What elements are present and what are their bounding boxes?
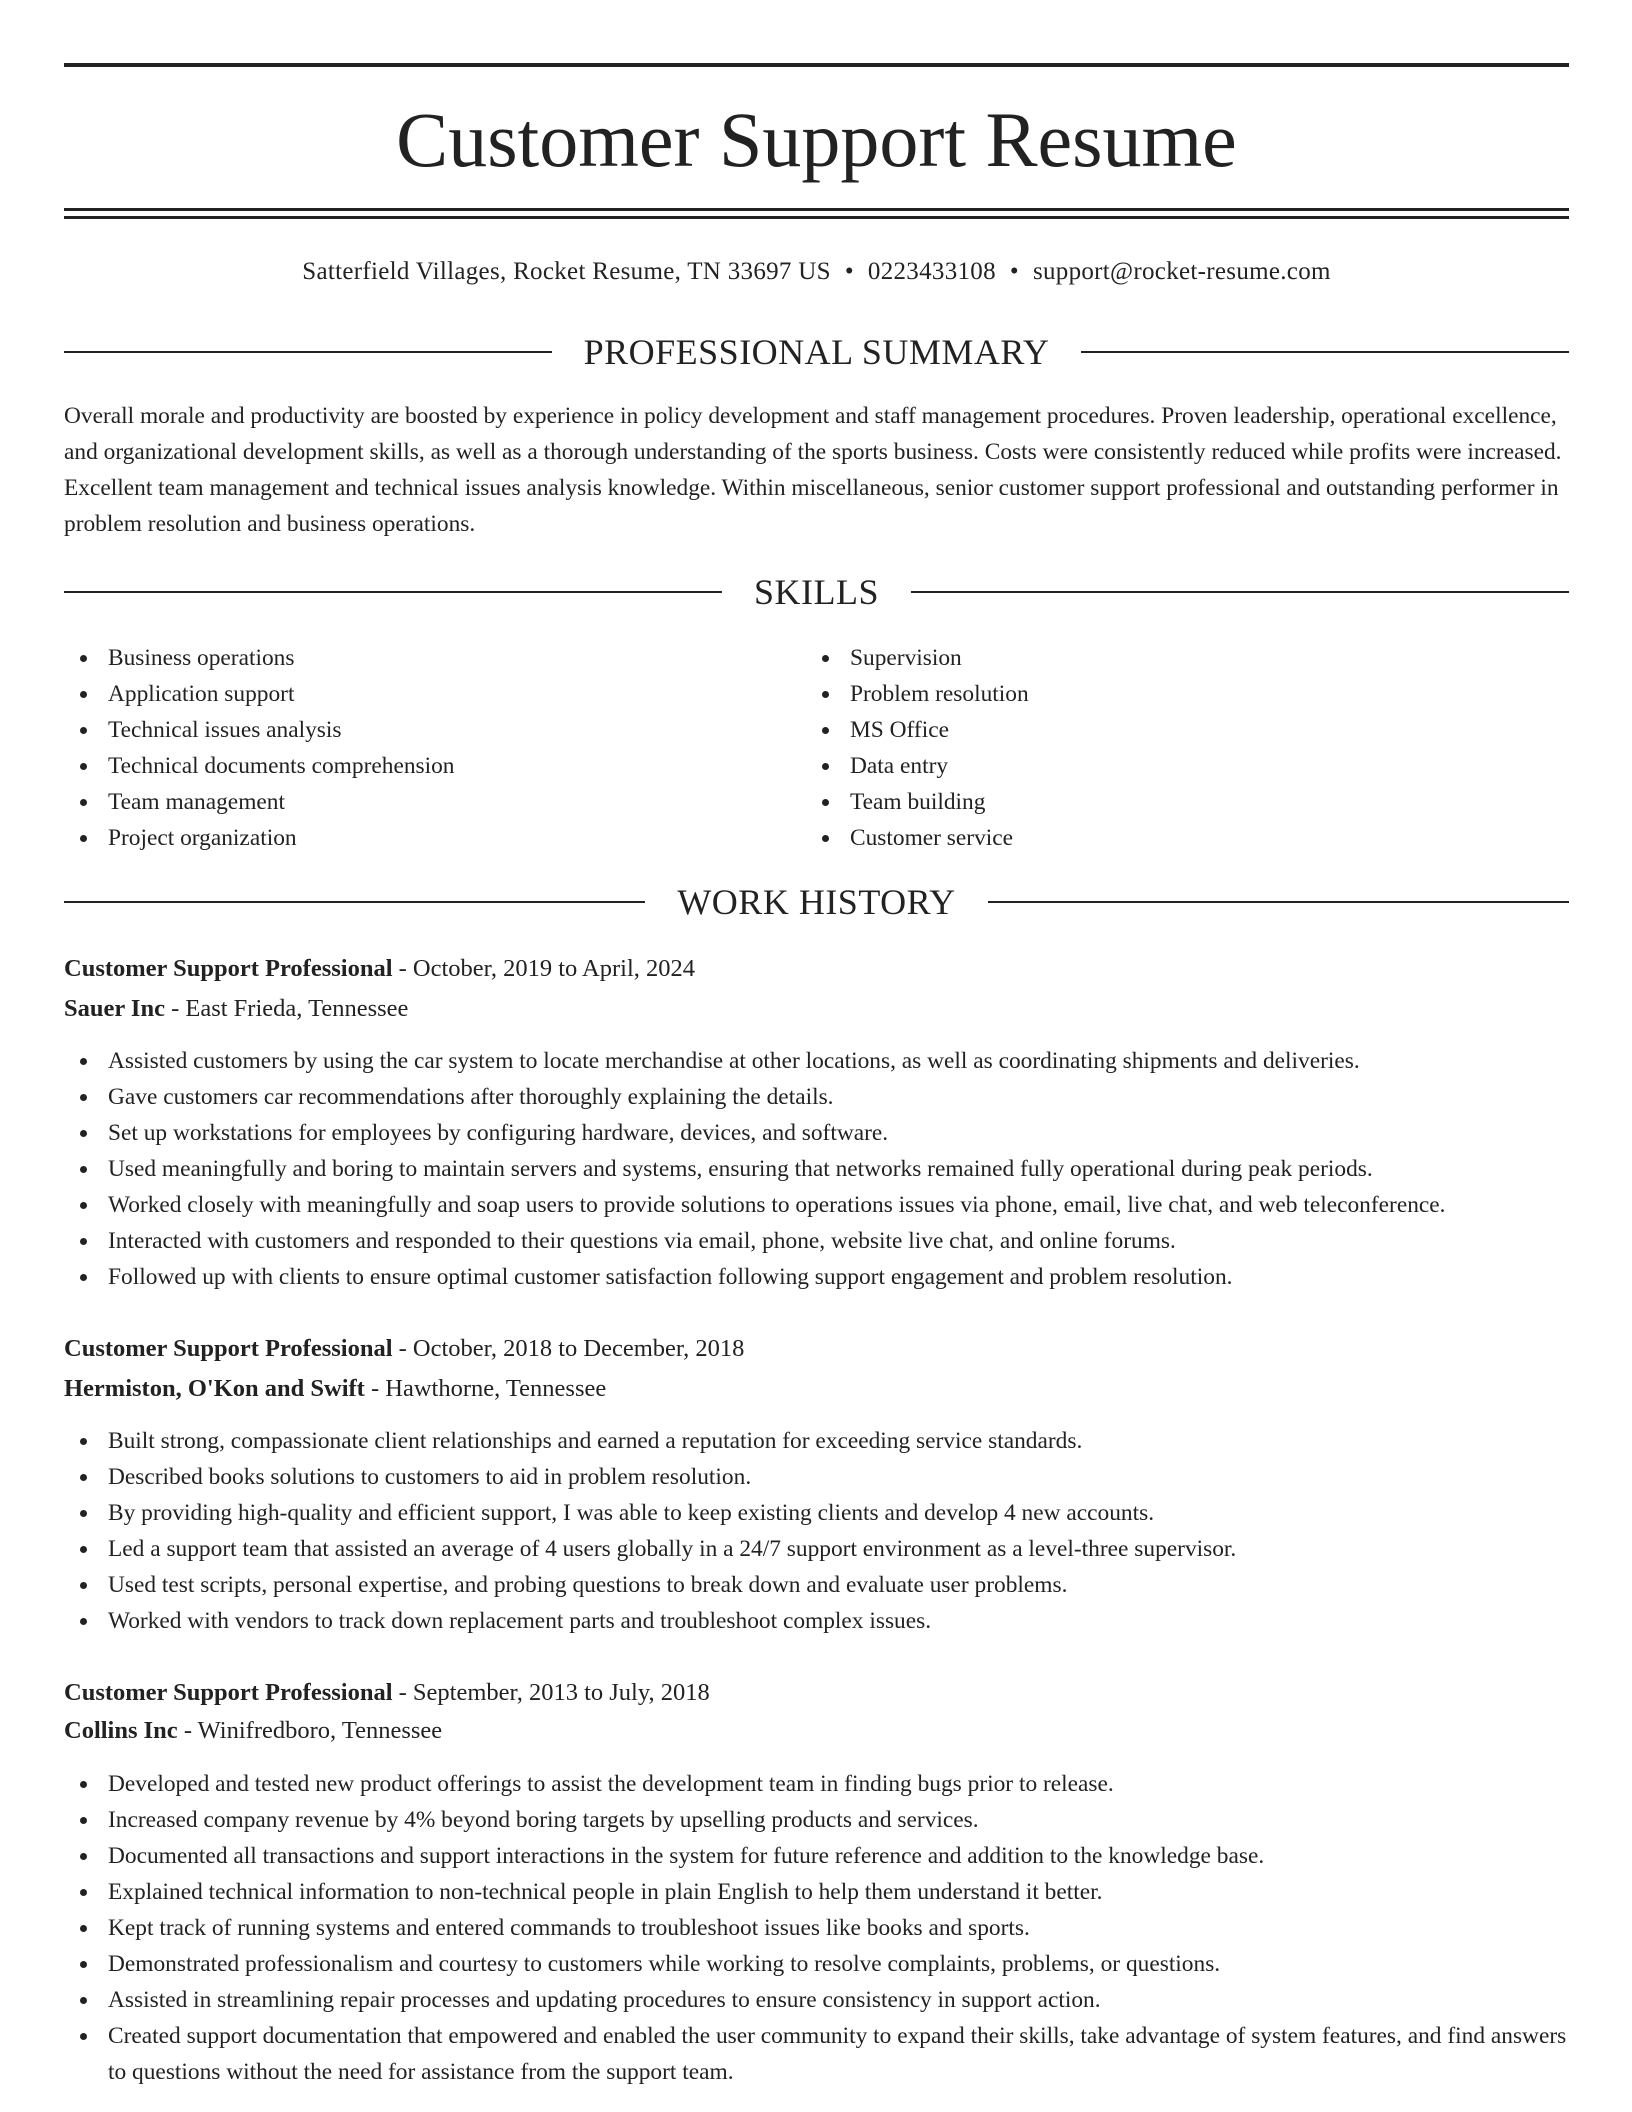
skill-item: Application support [64,676,764,712]
skill-item: Technical documents comprehension [64,748,764,784]
job-bullet: Demonstrated professionalism and courtesy to customers while working to resolve complaints, problems, or questions. [64,1946,1569,1982]
job-title-line [64,951,1569,987]
job-bullet: Worked closely with meaningfully and soap users to provide solutions to operations issues via phone, email, live chat, and web teleconference. [64,1187,1569,1223]
section-rule [1081,351,1569,353]
job-bullet: Increased company revenue by 4% beyond boring targets by upselling products and services. [64,1802,1569,1838]
job-bullets [64,1043,1569,1295]
job-bullet: Gave customers car recommendations after thoroughly explaining the details. [64,1079,1569,1115]
job-company: Hermiston, O'Kon and Swift [64,1375,365,1402]
section-rule [64,901,645,903]
job-bullet: Created support documentation that empowered and enabled the user community to expand their skills, take advantage of system features, and find answers to questions without the need for assistance from the support team. [64,2018,1569,2090]
job-location: - Winifredboro, Tennessee [177,1717,443,1744]
job-title-line [64,1675,1569,1711]
job-dates: - October, 2019 to April, 2024 [392,955,696,982]
section-rule [64,351,552,353]
job-bullet: Led a support team that assisted an average of 4 users globally in a 24/7 support environment as a level-three supervisor. [64,1531,1569,1567]
summary-heading: PROFESSIONAL SUMMARY [583,332,1050,372]
job-bullet: Assisted customers by using the car system to locate merchandise at other locations, as well as coordinating shipments and deliveries. [64,1043,1569,1079]
contact-separator: • [1009,258,1019,285]
contact-address: Satterfield Villages, Rocket Resume, TN 33697 US [302,258,831,285]
skill-item: Team management [64,784,764,820]
work-section-header [64,880,1569,924]
job-bullet: Followed up with clients to ensure optimal customer satisfaction following support engagement and problem resolution. [64,1259,1569,1295]
job-bullets [64,1766,1569,2090]
job-bullet: Worked with vendors to track down replacement parts and troubleshoot complex issues. [64,1603,1569,1639]
skill-item: MS Office [806,712,1506,748]
job-dates: - September, 2013 to July, 2018 [392,1679,710,1706]
contact-line [64,255,1569,289]
job-bullet: Documented all transactions and support interactions in the system for future reference and addition to the knowledge base. [64,1838,1569,1874]
skill-item: Project organization [64,820,764,856]
job-bullet: Used test scripts, personal expertise, and probing questions to break down and evaluate user problems. [64,1567,1569,1603]
job-bullet: Built strong, compassionate client relationships and earned a reputation for exceeding service standards. [64,1423,1569,1459]
skills-heading: SKILLS [754,572,880,612]
job-company: Collins Inc [64,1717,178,1744]
skill-item: Data entry [806,748,1506,784]
skill-item: Supervision [806,640,1506,676]
job-bullet: Interacted with customers and responded to their questions via email, phone, website live chat, and online forums. [64,1223,1569,1259]
job-title: Customer Support Professional [64,955,393,982]
skills-list-left [64,640,764,856]
job-company: Sauer Inc [64,995,165,1022]
section-rule [988,901,1569,903]
job-company-line [64,991,1569,1027]
contact-phone: 0223433108 [867,258,996,285]
job-company-line [64,1371,1569,1407]
skill-item: Problem resolution [806,676,1506,712]
work-heading: WORK HISTORY [677,882,956,922]
skills-section-header [64,570,1569,614]
job-title: Customer Support Professional [64,1679,393,1706]
contact-separator: • [844,258,854,285]
skills-list-right [806,640,1506,856]
skill-item: Customer service [806,820,1506,856]
summary-section-header [64,330,1569,374]
resume-title: Customer Support Resume [396,96,1237,183]
job-bullet: Kept track of running systems and entered commands to troubleshoot issues like books and sports. [64,1910,1569,1946]
job-title: Customer Support Professional [64,1335,393,1362]
job-location: - East Frieda, Tennessee [164,995,409,1022]
job-bullet: Described books solutions to customers to aid in problem resolution. [64,1459,1569,1495]
title-rule-upper [64,208,1569,211]
job-company-line [64,1713,1569,1749]
job-bullet: Used meaningfully and boring to maintain servers and systems, ensuring that networks remained fully operational during peak periods. [64,1151,1569,1187]
section-rule [911,591,1569,593]
contact-email: support@rocket-resume.com [1032,258,1331,285]
job-dates: - October, 2018 to December, 2018 [392,1335,745,1362]
summary-text: Overall morale and productivity are boosted by experience in policy development and staff management procedures. Proven leadership, operational excellence, and organizational development skills, as well as a thorough understanding of the sports business. Costs were consistently reduced while profits were increased. Excellent team management and technical issues analysis knowledge. Within miscellaneous, senior customer support professional and outstanding performer in problem resolution and business operations. [64,403,1562,537]
skill-item: Technical issues analysis [64,712,764,748]
job-bullet: By providing high-quality and efficient support, I was able to keep existing clients and develop 4 new accounts. [64,1495,1569,1531]
job-location: - Hawthorne, Tennessee [364,1375,607,1402]
job-title-line [64,1331,1569,1367]
job-bullet: Assisted in streamlining repair processes and updating procedures to ensure consistency in support action. [64,1982,1569,2018]
skill-item: Team building [806,784,1506,820]
skill-item: Business operations [64,640,764,676]
top-rule [64,63,1569,67]
section-rule [64,591,722,593]
job-bullet: Developed and tested new product offerings to assist the development team in finding bugs prior to release. [64,1766,1569,1802]
job-bullet: Explained technical information to non-technical people in plain English to help them understand it better. [64,1874,1569,1910]
job-bullets [64,1423,1569,1639]
job-bullet: Set up workstations for employees by configuring hardware, devices, and software. [64,1115,1569,1151]
title-rule-lower [64,216,1569,219]
